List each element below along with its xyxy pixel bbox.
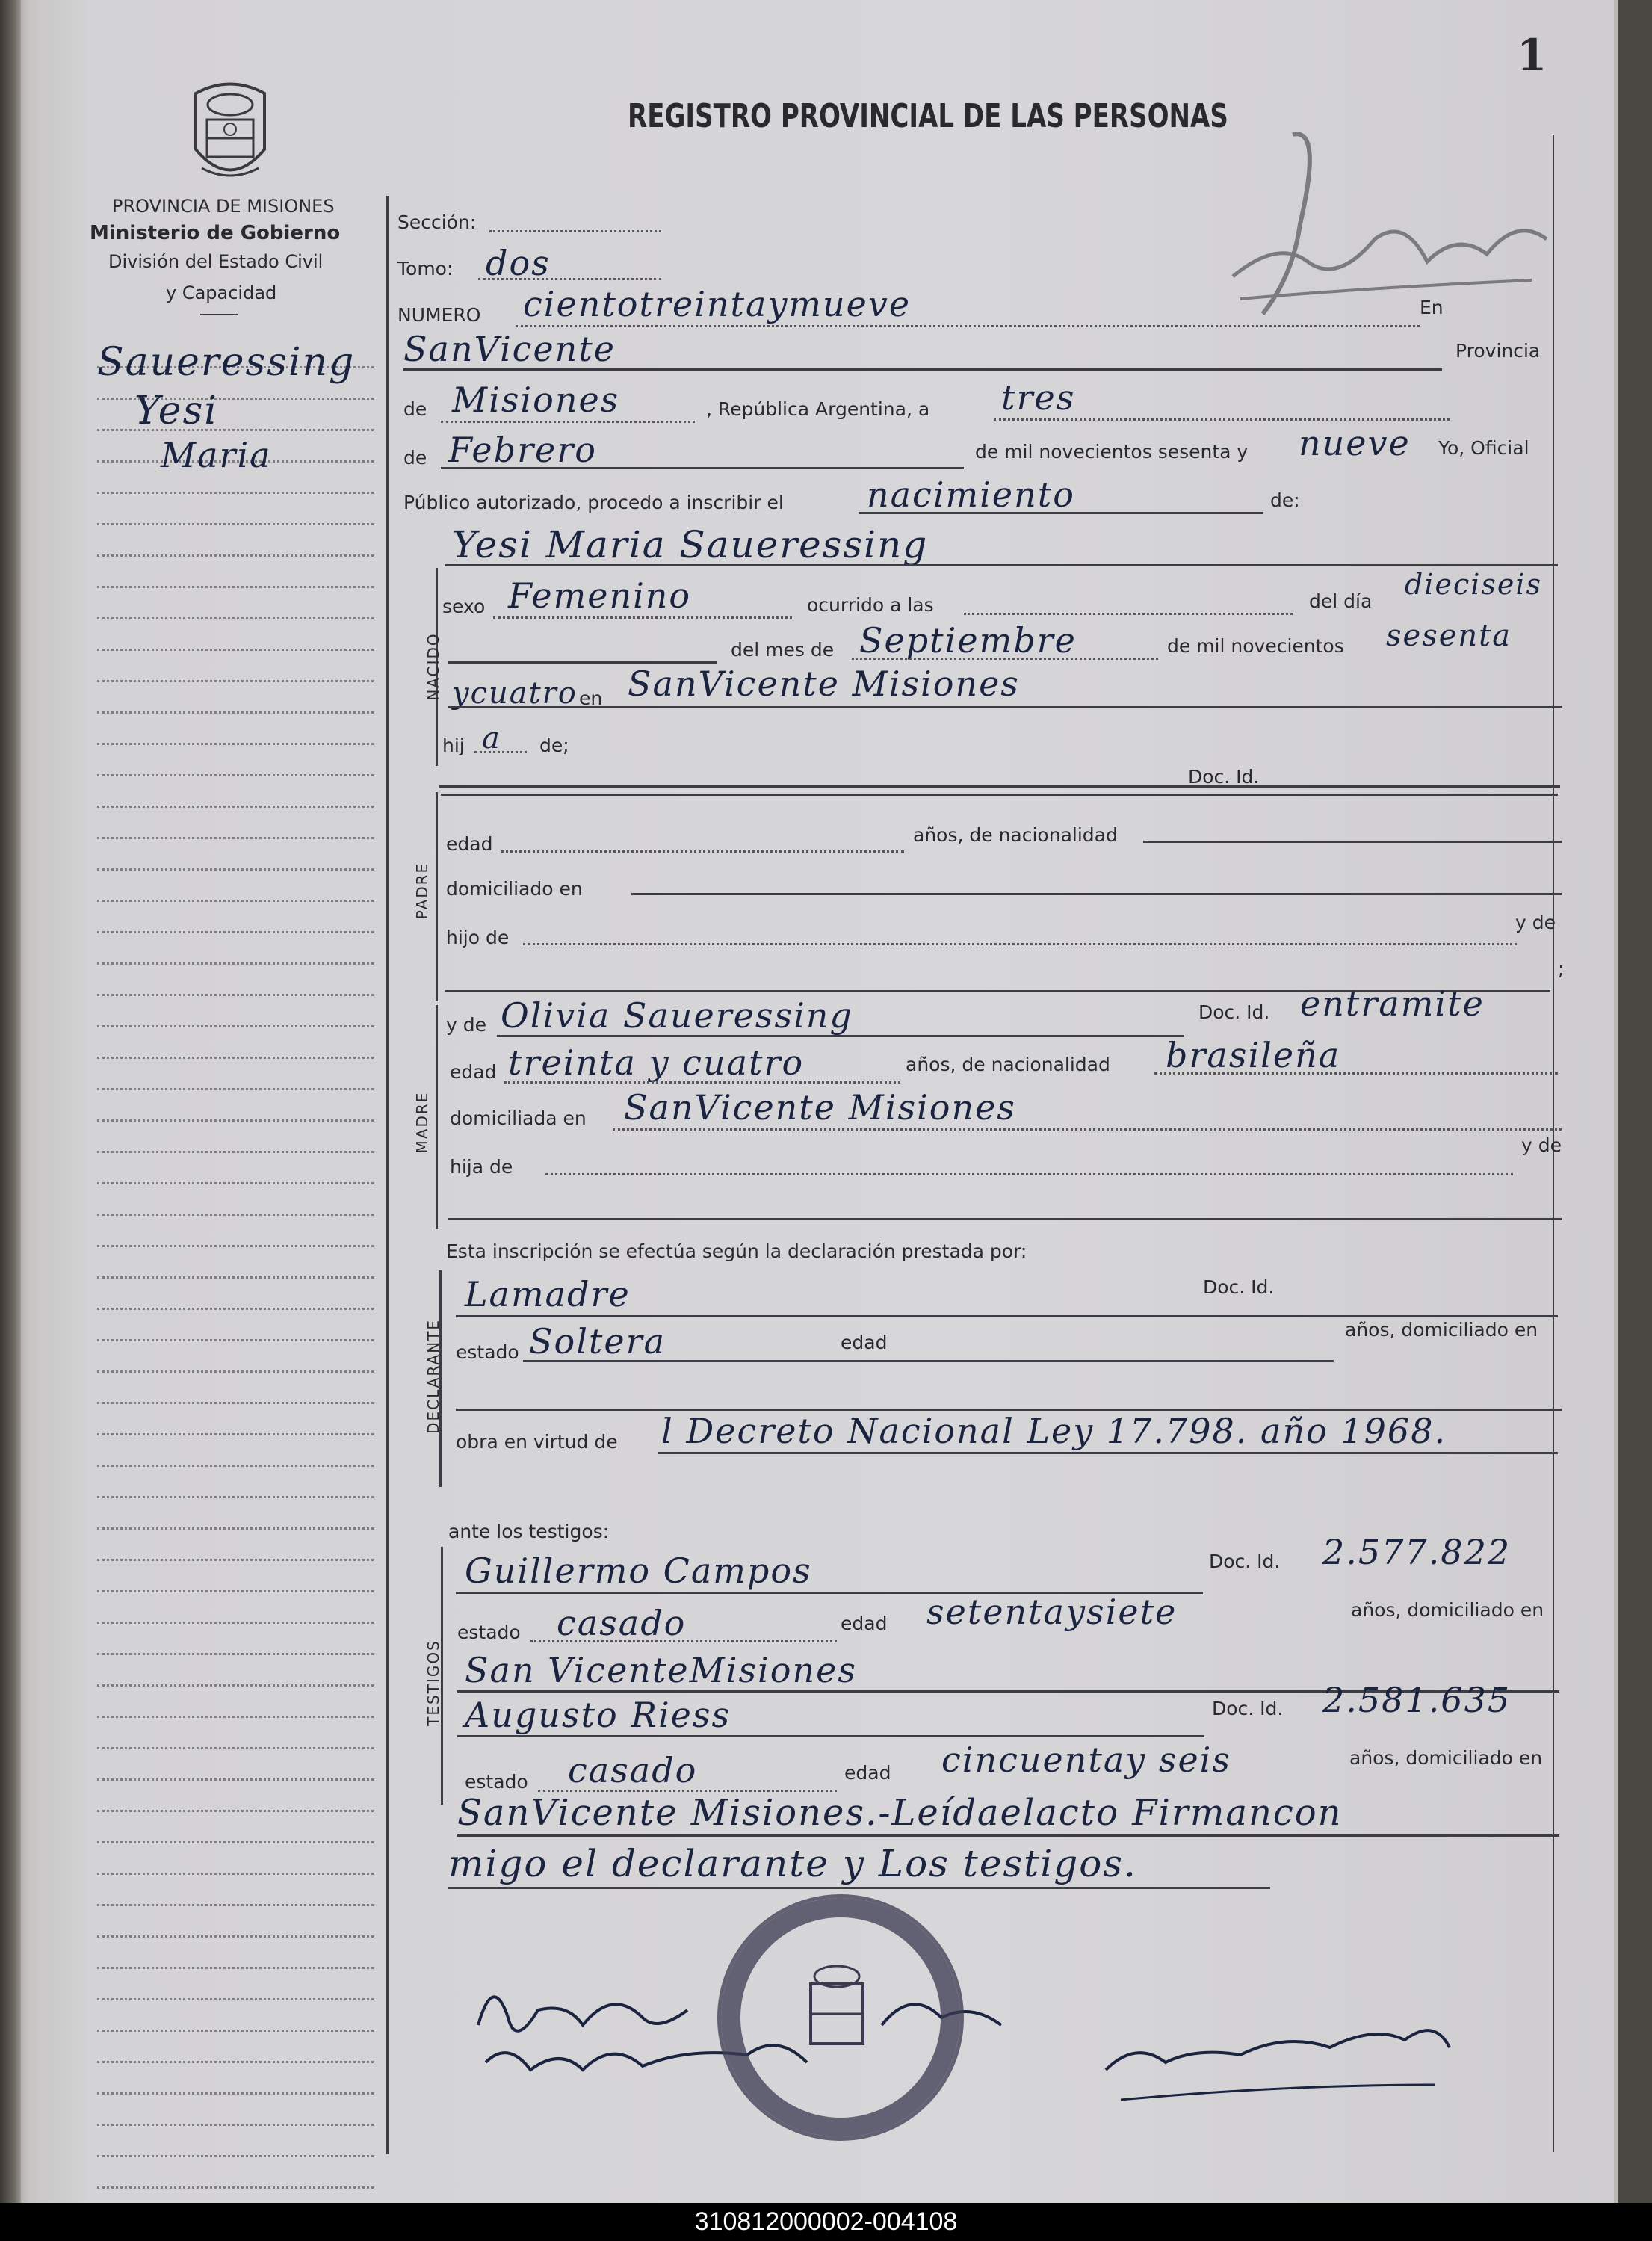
seccion-line bbox=[489, 230, 661, 232]
day-line bbox=[994, 418, 1450, 421]
numero-value: cientotreintaymueve bbox=[523, 284, 912, 324]
ledger-line bbox=[97, 711, 374, 714]
madre-edad-line bbox=[504, 1081, 900, 1084]
ledger-line bbox=[97, 554, 374, 557]
book-spine bbox=[0, 0, 21, 2203]
margin-first-name: Yesi bbox=[134, 389, 218, 433]
ledger-line bbox=[97, 1308, 374, 1310]
year-label: de mil novecientos sesenta y bbox=[975, 441, 1249, 463]
ledger-line bbox=[97, 1245, 374, 1247]
ledger-line bbox=[97, 2030, 374, 2032]
tomo-value: dos bbox=[486, 243, 551, 283]
province-line bbox=[441, 421, 695, 423]
ledger-line bbox=[97, 1214, 374, 1216]
ledger-line bbox=[97, 1057, 374, 1059]
sexo-label: sexo bbox=[442, 596, 486, 617]
org-division: División del Estado Civil bbox=[108, 251, 324, 272]
act-type-value: nacimiento bbox=[867, 475, 1075, 515]
ledger-line bbox=[97, 1370, 374, 1373]
publico-label: Público autorizado, procedo a inscribir el bbox=[403, 492, 784, 513]
witness1-domic: San VicenteMisiones bbox=[465, 1650, 857, 1690]
ledger-line bbox=[97, 1433, 374, 1435]
ledger-line bbox=[97, 2186, 374, 2189]
madre-doc-label: Doc. Id. bbox=[1198, 1001, 1270, 1023]
obra-label: obra en virtud de bbox=[456, 1431, 618, 1453]
birthplace-value: SanVicente Misiones bbox=[628, 664, 1020, 704]
ledger-line bbox=[97, 680, 374, 682]
padre-edad-label: edad bbox=[446, 833, 493, 855]
hijo-value: a bbox=[482, 721, 501, 755]
province-value: Misiones bbox=[452, 380, 620, 420]
year-value: nueve bbox=[1299, 423, 1411, 463]
witness2-doc-label: Doc. Id. bbox=[1212, 1698, 1284, 1719]
ledger-line bbox=[97, 1339, 374, 1341]
witness2-doc: 2.581.635 bbox=[1322, 1680, 1512, 1720]
stamp-emblem bbox=[717, 1894, 956, 2133]
place-line bbox=[403, 368, 1442, 371]
ledger-line bbox=[97, 1559, 374, 1561]
en-label: En bbox=[1420, 297, 1444, 318]
padre-semicolon: ; bbox=[1558, 958, 1565, 980]
padre-bracket bbox=[436, 792, 438, 1001]
provincia-label: Provincia bbox=[1455, 340, 1541, 362]
witness1-edad: setentaysiete bbox=[926, 1592, 1178, 1632]
margin-middle-name: Maria bbox=[161, 435, 272, 475]
madre-yde-label: y de bbox=[446, 1014, 486, 1036]
closing-statement: migo el declarante y Los testigos. bbox=[448, 1842, 1137, 1885]
madre-domic-value: SanVicente Misiones bbox=[624, 1087, 1016, 1128]
mother-name-line bbox=[497, 1035, 1184, 1037]
ledger-line bbox=[97, 1590, 374, 1592]
obra-value: l Decreto Nacional Ley 17.798. año 1968. bbox=[661, 1411, 1447, 1451]
sexo-line bbox=[493, 616, 792, 619]
ledger-line bbox=[97, 1402, 374, 1404]
ledger-line bbox=[97, 2092, 374, 2095]
ledger-line bbox=[97, 994, 374, 996]
witness2-edad: cincuentay seis bbox=[941, 1740, 1232, 1780]
witness2-domic: SanVicente Misiones.-Leídaelacto Firmancon bbox=[457, 1792, 1343, 1834]
ocurrido-label: ocurrido a las bbox=[807, 594, 934, 616]
witness1-estado-label: estado bbox=[457, 1622, 521, 1643]
yo-oficial-label: Yo, Oficial bbox=[1438, 437, 1529, 459]
ledger-line bbox=[97, 1778, 374, 1781]
republica-label: , República Argentina, a bbox=[706, 398, 930, 420]
declarante-intro: Esta inscripción se efectúa según la declaración prestada por: bbox=[446, 1240, 1027, 1262]
ledger-line bbox=[97, 774, 374, 776]
obra-line bbox=[658, 1452, 1558, 1454]
testigos-side-label: TESTIGOS bbox=[424, 1639, 442, 1726]
madre-doc-value: entramite bbox=[1300, 983, 1485, 1024]
madre-nac-line bbox=[1154, 1072, 1558, 1075]
day-value: tres bbox=[1001, 377, 1076, 418]
ledger-line bbox=[97, 1810, 374, 1812]
de2-label: de bbox=[403, 447, 427, 469]
ledger-line bbox=[97, 1873, 374, 1875]
ledger-line bbox=[97, 1935, 374, 1938]
hijo-line bbox=[474, 751, 527, 753]
witness2-estado-label: estado bbox=[465, 1771, 528, 1793]
coat-of-arms-seal bbox=[181, 78, 279, 191]
org-ministry: Ministerio de Gobierno bbox=[90, 222, 341, 244]
padre-nac-line bbox=[1143, 841, 1562, 843]
form-left-border bbox=[386, 196, 389, 2154]
birthplace-line bbox=[448, 706, 1562, 708]
ledger-line bbox=[97, 1841, 374, 1843]
ledger-line bbox=[97, 1998, 374, 2000]
padre-domic-label: domiciliado en bbox=[446, 878, 583, 900]
ledger-line bbox=[97, 931, 374, 933]
witness1-edad-label: edad bbox=[841, 1613, 888, 1634]
child-name-line bbox=[445, 564, 1558, 566]
madre-hija-line bbox=[545, 1173, 1513, 1175]
father-name-line bbox=[439, 785, 1560, 788]
org-capacity: y Capacidad bbox=[166, 282, 277, 303]
ledger-line bbox=[97, 962, 374, 965]
padre-edad-line bbox=[501, 850, 904, 853]
ledger-line bbox=[97, 1276, 374, 1279]
tomo-line bbox=[478, 278, 661, 280]
padre-yde-label: y de bbox=[1515, 912, 1556, 933]
madre-domic-line bbox=[613, 1128, 1562, 1131]
witness1-estado-line bbox=[530, 1640, 837, 1642]
ledger-line bbox=[97, 1465, 374, 1467]
ledger-line bbox=[97, 743, 374, 745]
de3-label: de: bbox=[1270, 489, 1300, 511]
mil-label: de mil novecientos bbox=[1167, 635, 1344, 657]
witness2-name: Augusto Riess bbox=[465, 1695, 731, 1735]
ledger-line bbox=[97, 1119, 374, 1122]
child-name-value: Yesi Maria Saueressing bbox=[452, 523, 929, 566]
declarante-name-line bbox=[456, 1315, 1558, 1317]
declarante-name-value: Lamadre bbox=[465, 1274, 631, 1314]
ledger-line bbox=[97, 586, 374, 588]
declarante-estado-line bbox=[523, 1360, 1334, 1362]
declarante-doc-label: Doc. Id. bbox=[1203, 1276, 1275, 1298]
declarante-side-label: DECLARANTE bbox=[424, 1319, 442, 1434]
year-continued-value: ycuatro bbox=[452, 676, 578, 711]
sexo-value: Femenino bbox=[508, 575, 692, 616]
hora-line bbox=[964, 613, 1293, 615]
ledger-line bbox=[97, 1151, 374, 1153]
witness2-estado: casado bbox=[568, 1750, 698, 1790]
register-title: REGISTRO PROVINCIAL DE LAS PERSONAS bbox=[628, 97, 1228, 135]
month-value: Febrero bbox=[448, 430, 597, 470]
mes-line bbox=[852, 658, 1158, 660]
ledger-line bbox=[97, 1716, 374, 1718]
witness2-domic-line bbox=[457, 1834, 1559, 1837]
padre-anos-label: años, de nacionalidad bbox=[913, 824, 1118, 846]
hijo-label: hij bbox=[442, 735, 465, 756]
ledger-line bbox=[97, 2061, 374, 2063]
ledger-line bbox=[97, 1025, 374, 1027]
signatures-block bbox=[463, 1958, 1569, 2152]
margin-surname: Saueressing bbox=[97, 340, 356, 385]
declarante-edad-label: edad bbox=[841, 1332, 888, 1353]
registrar-initial-signature bbox=[1218, 127, 1562, 321]
ledger-line bbox=[97, 1088, 374, 1090]
hijo-de-label: de; bbox=[539, 735, 569, 756]
mes-value: Septiembre bbox=[859, 620, 1077, 661]
madre-side-label: MADRE bbox=[413, 1091, 431, 1154]
declarante-estado-label: estado bbox=[456, 1341, 519, 1363]
ledger-line bbox=[97, 1747, 374, 1749]
ledger-line bbox=[97, 2124, 374, 2126]
witness2-anos-label: años, domiciliado en bbox=[1349, 1747, 1543, 1769]
del-dia-label: del día bbox=[1309, 590, 1373, 612]
witness2-name-line bbox=[457, 1735, 1204, 1737]
madre-bracket bbox=[436, 1005, 438, 1229]
madre-domic-label: domiciliada en bbox=[450, 1107, 587, 1129]
madre-nac-value: brasileña bbox=[1166, 1035, 1341, 1075]
ledger-line bbox=[97, 1496, 374, 1498]
month-line bbox=[441, 467, 964, 469]
madre-yde2-label: y de bbox=[1521, 1134, 1562, 1156]
madre-edad-label: edad bbox=[450, 1061, 497, 1083]
closing-line bbox=[448, 1887, 1270, 1889]
de-label: de bbox=[403, 398, 427, 420]
ledger-line bbox=[97, 1182, 374, 1184]
mother-name-value: Olivia Saueressing bbox=[501, 995, 853, 1036]
padre-hijo-line bbox=[523, 943, 1517, 945]
madre-edad-value: treinta y cuatro bbox=[508, 1042, 805, 1083]
witness2-edad-label: edad bbox=[844, 1762, 891, 1784]
testigos-intro: ante los testigos: bbox=[448, 1521, 610, 1542]
ledger-line bbox=[97, 1904, 374, 1906]
declarante-estado-value: Soltera bbox=[529, 1321, 666, 1361]
madre-parents-line bbox=[448, 1218, 1562, 1220]
declarante-anos-label: años, domiciliado en bbox=[1345, 1319, 1538, 1341]
mes-label: del mes de bbox=[731, 639, 835, 661]
padre-doc-label: Doc. Id. bbox=[1188, 766, 1260, 788]
ledger-line bbox=[97, 492, 374, 494]
ledger-line bbox=[97, 649, 374, 651]
padre-top-rule bbox=[441, 794, 1558, 796]
padre-domic-line bbox=[631, 893, 1562, 895]
tomo-label: Tomo: bbox=[397, 258, 454, 279]
mil-value: sesenta bbox=[1386, 619, 1512, 653]
padre-side-label: PADRE bbox=[413, 862, 431, 920]
ledger-line bbox=[97, 1653, 374, 1655]
page-number: 1 bbox=[1517, 30, 1547, 81]
witness1-name: Guillermo Campos bbox=[465, 1551, 812, 1591]
ledger-line bbox=[97, 1527, 374, 1530]
ledger-line bbox=[97, 1684, 374, 1687]
numero-label: NUMERO bbox=[397, 304, 481, 326]
ledger-line bbox=[97, 837, 374, 839]
seccion-label: Sección: bbox=[397, 211, 477, 233]
madre-anos-label: años, de nacionalidad bbox=[906, 1054, 1110, 1075]
nacido-side-label: NACIDO bbox=[424, 632, 442, 701]
witness1-estado: casado bbox=[557, 1603, 687, 1643]
ledger-line bbox=[97, 2155, 374, 2157]
ledger-line bbox=[97, 806, 374, 808]
org-province: PROVINCIA DE MISIONES bbox=[112, 196, 335, 217]
witness1-doc: 2.577.822 bbox=[1322, 1532, 1512, 1572]
dia-value: dieciseis bbox=[1405, 568, 1543, 601]
nacido-en-label: en bbox=[579, 687, 603, 709]
ledger-line bbox=[97, 617, 374, 619]
madre-hija-label: hija de bbox=[450, 1156, 513, 1178]
ledger-line bbox=[97, 900, 374, 902]
act-line bbox=[859, 512, 1263, 514]
ledger-line bbox=[97, 1967, 374, 1969]
ledger-line bbox=[97, 523, 374, 525]
ledger-line bbox=[97, 1622, 374, 1624]
witness1-anos-label: años, domiciliado en bbox=[1351, 1599, 1544, 1621]
place-value: SanVicente bbox=[403, 329, 616, 369]
ledger-line bbox=[97, 868, 374, 871]
padre-hijo-label: hijo de bbox=[446, 927, 510, 948]
document-id-footer: 310812000002-004108 bbox=[0, 2203, 1652, 2241]
witness1-doc-label: Doc. Id. bbox=[1209, 1551, 1281, 1572]
numero-line bbox=[516, 325, 1420, 327]
